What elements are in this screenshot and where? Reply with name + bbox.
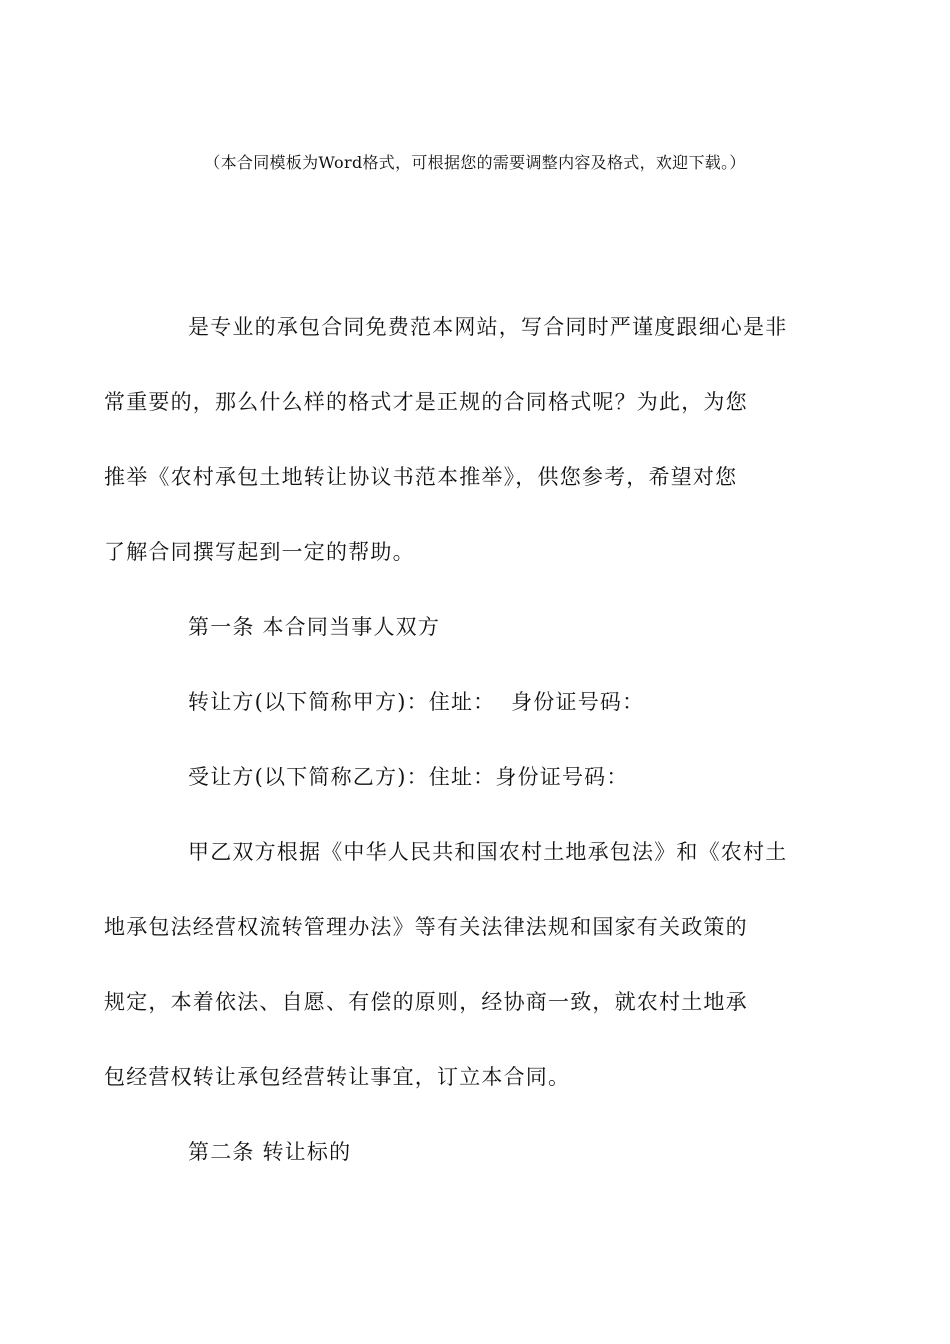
text-line: 第一条 本合同当事人双方 <box>188 615 441 639</box>
text-line: 常重要的，那么什么样的格式才是正规的合同格式呢？为此，为您 <box>104 390 748 414</box>
text-line: 规定，本着依法、自愿、有偿的原则，经协商一致，就农村土地承 <box>104 990 748 1014</box>
text-line: 地承包法经营权流转管理办法》等有关法律法规和国家有关政策的 <box>104 915 748 939</box>
text-line: 了解合同撰写起到一定的帮助。 <box>104 540 415 564</box>
text-line: 甲乙双方根据《中华人民共和国农村土地承包法》和《农村土 <box>188 840 788 864</box>
article-2-heading <box>146 1115 796 1190</box>
document-body <box>104 290 796 1190</box>
text-line: 包经营权转让承包经营转让事宜，订立本合同。 <box>104 1065 571 1089</box>
text-line: 是专业的承包合同免费范本网站，写合同时严谨度跟细心是非 <box>188 315 788 339</box>
party-a-paragraph <box>146 665 796 740</box>
article-1-heading <box>146 590 796 665</box>
text-line: 第二条 转让标的 <box>188 1140 352 1164</box>
text-line: 受让方(以下简称乙方)：住址：身份证号码： <box>188 765 629 789</box>
template-note: （本合同模板为Word格式，可根据您的需要调整内容及格式，欢迎下载。） <box>204 153 746 172</box>
legal-basis-paragraph <box>104 815 796 1115</box>
text-line: 推举《农村承包土地转让协议书范本推举》，供您参考，希望对您 <box>104 465 738 489</box>
text-line: 转让方(以下简称甲方)：住址： 身份证号码： <box>188 690 645 714</box>
party-b-paragraph <box>146 740 796 815</box>
intro-paragraph <box>104 290 796 590</box>
